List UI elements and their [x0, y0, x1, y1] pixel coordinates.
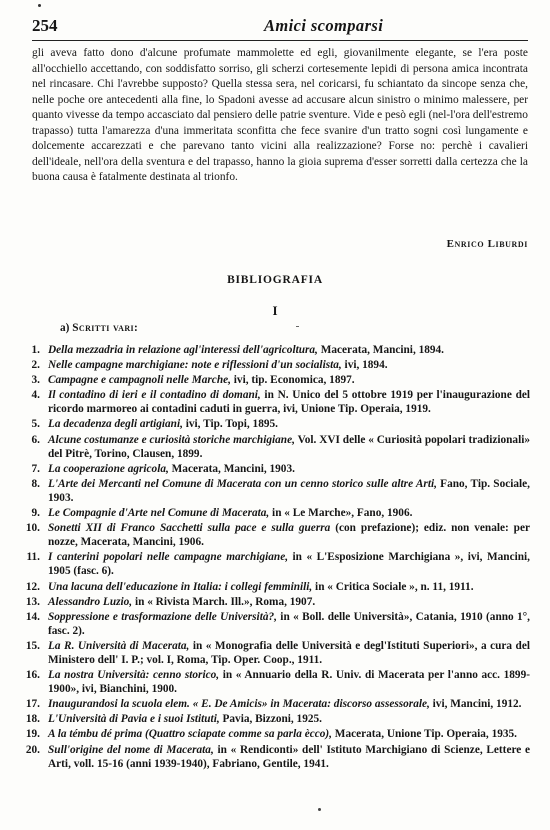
- entry-number: 13.: [25, 595, 40, 608]
- header-rule: [32, 40, 528, 41]
- bibliography-entry: [18, 727, 530, 741]
- bibliography-entry: [18, 521, 530, 549]
- entry-publication-details: in « Le Marche», Fano, 1906.: [269, 507, 413, 520]
- entry-title: Le Compagnie d'Arte nel Comune di Macerata,: [48, 507, 270, 520]
- entry-number: 18.: [25, 713, 40, 726]
- entry-publication-details: Macerata, Unione Tip. Operaia, 1935.: [331, 728, 517, 741]
- ink-speck: [318, 808, 321, 811]
- entry-publication-details: ivi, Tip. Topi, 1895.: [182, 418, 278, 431]
- entry-number: 8.: [31, 477, 40, 490]
- entry-title: La decadenza degli artigiani,: [48, 418, 183, 431]
- entry-title: Campagne e campagnoli nelle Marche,: [48, 374, 231, 387]
- entry-number: 14.: [25, 610, 40, 623]
- bibliography-list: [18, 343, 530, 772]
- entry-number: 7.: [31, 462, 40, 475]
- bibliography-entry: [18, 462, 530, 476]
- bibliography-entry: [18, 610, 530, 638]
- entry-number: 19.: [25, 728, 40, 741]
- entry-title: Una lacuna dell'educazione in Italia: i collegi femminili,: [48, 580, 313, 593]
- entry-number: 12.: [25, 580, 40, 593]
- ink-speck: [296, 326, 299, 327]
- bibliography-entry: [18, 580, 530, 594]
- entry-title: Il contadino di ieri e il contadino di domani,: [48, 389, 261, 402]
- entry-title: L'Arte dei Mercanti nel Comune di Macerata con un cenno storico sulle altre Arti,: [48, 477, 437, 490]
- bibliography-entry: [18, 712, 530, 726]
- subsection-letter: a): [60, 322, 70, 334]
- entry-title: La R. Università di Macerata,: [48, 639, 190, 652]
- bibliography-entry: [18, 550, 530, 578]
- entry-number: 11.: [26, 551, 40, 564]
- entry-title: Alessandro Luzio,: [48, 595, 133, 608]
- entry-number: 15.: [25, 639, 40, 652]
- entry-publication-details: ivi, tip. Economica, 1897.: [230, 374, 355, 387]
- bibliography-heading: BIBLIOGRAFIA: [227, 274, 323, 286]
- entry-number: 16.: [25, 669, 40, 682]
- bibliography-entry: [18, 388, 530, 416]
- entry-publication-details: Macerata, Mancini, 1894.: [317, 344, 445, 356]
- entry-title: A la témbu dé prima (Quattro sciapate comme sa parla ècco),: [48, 728, 332, 741]
- entry-number: 5.: [31, 418, 40, 431]
- entry-title: Inaugurandosi la scuola elem. « E. De Amicis» in Macerata: discorso assessorale,: [48, 698, 430, 711]
- entry-publication-details: ivi, Mancini, 1912.: [429, 698, 522, 711]
- entry-title: La cooperazione agricola,: [48, 462, 169, 475]
- subsection-heading: [60, 322, 138, 334]
- bibliography-entry: [18, 743, 530, 771]
- entry-title: Soppressione e trasformazione delle Università?,: [48, 610, 277, 623]
- ink-speck: [38, 4, 41, 7]
- entry-publication-details: in « Monografia delle Università e degl'Istituti Superiori», a cura del Ministero dell' I. P.; vol. I, Roma, Tip. Oper. Coop., 1911.: [48, 639, 530, 666]
- bibliography-entry: [18, 506, 530, 520]
- entry-publication-details: Macerata, Mancini, 1903.: [168, 462, 295, 475]
- entry-publication-details: ivi, 1894.: [341, 359, 388, 372]
- entry-publication-details: in « Annuario della R. Univ. di Macerata per l'anno acc. 1899-1900», ivi, Bianchini, 1900.: [48, 669, 530, 696]
- entry-number: 10.: [25, 522, 40, 535]
- entry-publication-details: Fano, Tip. Sociale, 1903.: [48, 477, 531, 504]
- entry-title: Nelle campagne marchigiane: note e riflessioni d'un socialista,: [48, 359, 342, 372]
- entry-number: 17.: [25, 698, 40, 711]
- entry-title: I canterini popolari nelle campagne marchigiane,: [48, 551, 289, 564]
- entry-title: Della mezzadria in relazione agl'interessi dell'agricoltura,: [48, 344, 318, 356]
- bibliography-entry: [18, 358, 530, 372]
- entry-number: 1.: [31, 344, 40, 356]
- entry-title: La nostra Università: cenno storico,: [48, 669, 220, 682]
- body-paragraph: gli aveva fatto dono d'alcune profumate mammolette ed egli, giovanilmente elegante, se l'era poste all'occhiello accettando, con soddisfatto sorriso, gli scherzi cortesemente lepidi di persona amica incontrata nel rincasare. Chi l'avrebbe supposto? Quella stessa sera, nel coricarsi, fu schiantato da sincope senza che, nelle poche ore antecedenti alla fine, lo Spadoni avesse ad accusare alcun sinistro o minimo malessere, per quanto vivesse da tempo accasciato dal pensiero delle patrie sventure. Vide e pesò egli (nel-l'ora dell'estremo trapasso) tutta l'amarezza d'una immeritata sconfitta che fece svanire d'un tratto sogni così lungamente e dolcemente accarezzati e che parevano tanto vicini alla realizzazione? Forse no: perchè i cavalieri dell'ideale, nell'ora della sventura e del trapasso, hanno la gioia suprema d'esser sorretti dalla certezza che la buona causa è fatalmente destinata al trionfo.: [32, 47, 528, 183]
- entry-title: L'Università di Pavia e i suoi Istituti,: [48, 713, 220, 726]
- entry-number: 6.: [31, 433, 40, 446]
- entry-title: Alcune costumanze e curiosità storiche marchigiane,: [48, 433, 295, 446]
- subsection-title: Scritti vari:: [72, 322, 139, 334]
- bibliography-entry: [18, 417, 530, 431]
- bibliography-entry: [18, 433, 530, 461]
- entry-publication-details: Pavia, Bizzoni, 1925.: [219, 713, 322, 726]
- entry-publication-details: Vol. XVI delle « Curiosità popolari tradizionali» del Pitrè, Torino, Clausen, 1899.: [48, 433, 531, 460]
- entry-number: 9.: [31, 507, 40, 520]
- bibliography-entry: [18, 697, 530, 711]
- bibliography-entry: [18, 343, 530, 357]
- entry-number: 4.: [31, 389, 40, 402]
- author-signature: Enrico Liburdi: [446, 238, 528, 250]
- section-numeral: I: [272, 303, 278, 318]
- entry-title: Sonetti XII di Franco Sacchetti sulla pace e sulla guerra: [48, 522, 331, 535]
- entry-number: 3.: [31, 374, 40, 387]
- bibliography-entry: [18, 477, 530, 505]
- entry-publication-details: in « Boll. delle Università», Catania, 1910 (anno 1°, fasc. 2).: [48, 610, 530, 637]
- bibliography-entry: [18, 668, 530, 696]
- entry-number: 2.: [31, 359, 40, 372]
- entry-publication-details: (con prefazione); ediz. non venale: per nozze, Macerata, Mancini, 1906.: [48, 522, 530, 549]
- bibliography-entry: [18, 639, 530, 667]
- entry-publication-details: in « Critica Sociale », n. 11, 1911.: [312, 580, 474, 593]
- running-title: Amici scomparsi: [264, 16, 384, 35]
- entry-number: 20.: [25, 743, 40, 756]
- entry-publication-details: in « L'Esposizione Marchigiana », ivi, Mancini, 1905 (fasc. 6).: [48, 551, 530, 578]
- bibliography-entry: [18, 595, 530, 609]
- entry-title: Sull'origine del nome di Macerata,: [48, 743, 214, 756]
- entry-publication-details: in « Rivista March. Ill.», Roma, 1907.: [132, 595, 316, 608]
- page-number: 254: [32, 16, 58, 35]
- entry-publication-details: in N. Unico del 5 ottobre 1919 per l'inaugurazione del ricordo marmoreo ai contadini caduti in guerra, ivi, Unione Tip. Operaia, 1919.: [48, 389, 531, 416]
- entry-publication-details: in « Rendiconti» dell' Istituto Marchigiano di Scienze, Lettere e Arti, voll. 15-16 (anni 1939-1940), Fabriano, Gentile, 1941.: [48, 743, 530, 770]
- bibliography-entry: [18, 373, 530, 387]
